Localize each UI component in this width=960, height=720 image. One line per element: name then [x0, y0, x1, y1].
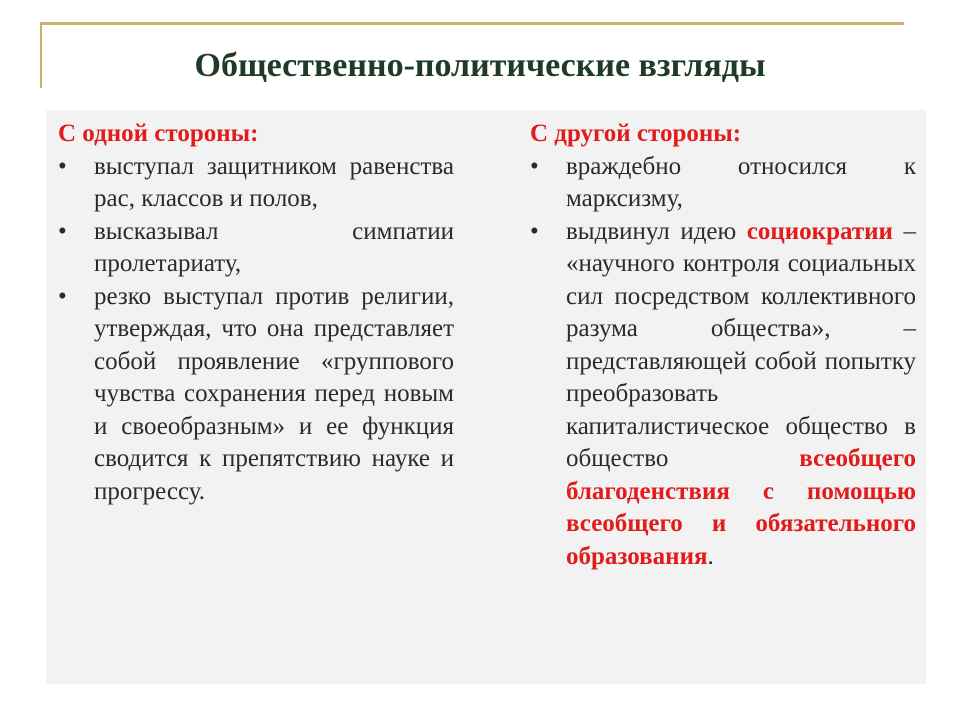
page-title: Общественно-политические взгляды — [194, 47, 766, 84]
bullet-glyph: • — [58, 282, 67, 310]
list-item — [530, 216, 916, 574]
list-item-text: высказывал симпатии пролетариату, — [94, 217, 454, 277]
list-item-text — [566, 218, 916, 570]
list-item-text: враждебно относился к марксизму, — [566, 152, 916, 212]
right-column — [530, 118, 916, 573]
list-item — [58, 281, 454, 509]
list-item — [530, 151, 916, 216]
list-item-text: выступал защитником равенства рас, классов и полов, — [94, 152, 454, 212]
bullet-glyph: • — [530, 152, 539, 180]
bullet-glyph: • — [58, 217, 67, 245]
text-run: выдвинул идею — [566, 217, 747, 245]
text-run: . — [707, 542, 714, 570]
text-run: – «научного контроля социальных сил посредством коллективного разума общества», – представляющей собой попытку преобразовать капиталистическое общество в общество — [566, 217, 917, 472]
highlight-sociocracy: социократии — [746, 217, 893, 245]
left-heading: С одной стороны: — [58, 120, 259, 147]
right-heading: С другой стороны: — [530, 120, 742, 147]
list-item — [58, 216, 454, 281]
left-column — [58, 118, 454, 508]
bullet-glyph: • — [530, 217, 539, 245]
list-item-text: резко выступал против религии, утверждая, что она представляет собой проявление «группового чувства сохранения перед новым и своеобразным» и ее функция сводится к препятствию науке и прогрессу. — [94, 282, 454, 505]
bullet-glyph: • — [58, 152, 67, 180]
right-list — [530, 151, 916, 574]
list-item — [58, 151, 454, 216]
left-list — [58, 151, 454, 509]
highlight-welfare: всеобщего благоденствия с помощью всеобщего и обязательного образования — [566, 445, 916, 570]
frame-top-line — [40, 22, 904, 25]
